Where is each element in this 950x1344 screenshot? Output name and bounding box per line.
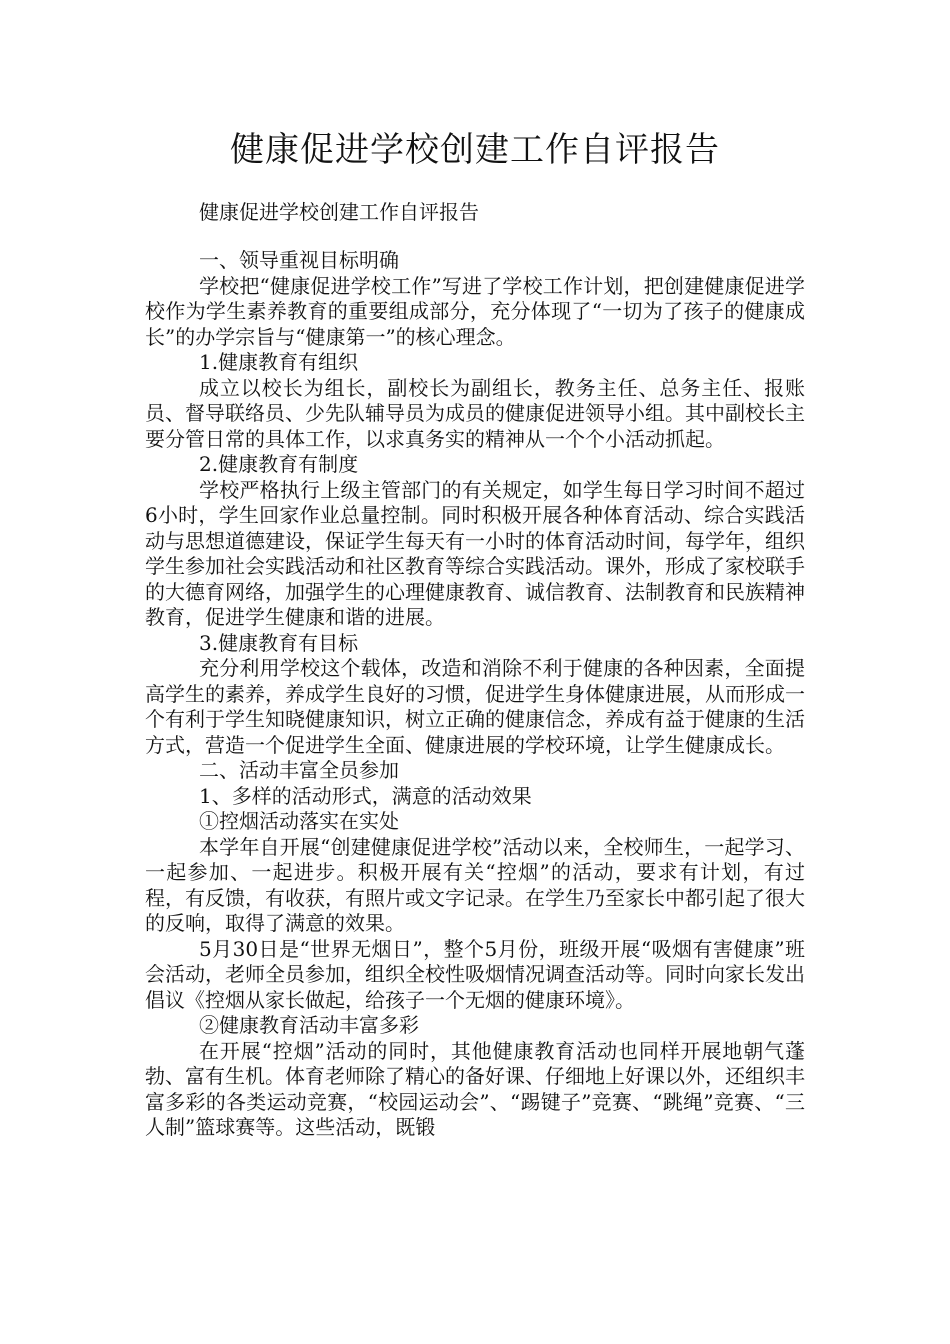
body-paragraph: 学校把“健康促进学校工作”写进了学校工作计划，把创建健康促进学校作为学生素养教育的重要组成部分，充分体现了“一切为了孩子的健康成长”的办学宗旨与“健康第一”的核心理念。 xyxy=(145,273,805,349)
subsection-heading: 2.健康教育有制度 xyxy=(199,452,359,476)
document-body xyxy=(145,248,805,1141)
body-paragraph: 5月30日是“世界无烟日”，整个5月份，班级开展“吸烟有害健康”班会活动，老师全员参加，组织全校性吸烟情况调查活动等。同时向家长发出倡议《控烟从家长做起，给孩子一个无烟的健康环境》。 xyxy=(145,936,805,1012)
section-heading-1: 一、领导重视目标明确 xyxy=(199,248,399,272)
body-paragraph: 在开展“控烟”活动的同时，其他健康教育活动也同样开展地朝气蓬勃、富有生机。体育老师除了精心的备好课、仔细地上好课以外，还组织丰富多彩的各类运动竞赛，“校园运动会”、“踢键子”竞赛、“跳绳”竞赛、“三人制”篮球赛等。这些活动，既锻 xyxy=(145,1038,805,1139)
subsection-heading: 1.健康教育有组织 xyxy=(199,350,359,374)
body-paragraph: 本学年自开展“创建健康促进学校”活动以来，全校师生，一起学习、一起参加、一起进步。积极开展有关“控烟”的活动，要求有计划，有过程，有反馈，有收获，有照片或文字记录。在学生乃至家长中都引起了很大的反响，取得了满意的效果。 xyxy=(145,834,805,935)
body-paragraph: 成立以校长为组长，副校长为副组长，教务主任、总务主任、报账员、督导联络员、少先队辅导员为成员的健康促进领导小组。其中副校长主要分管日常的具体工作，以求真务实的精神从一个个小活动抓起。 xyxy=(145,375,805,451)
document-subtitle: 健康促进学校创建工作自评报告 xyxy=(199,200,479,224)
subsection-heading: ②健康教育活动丰富多彩 xyxy=(199,1013,419,1037)
subsection-heading: ①控烟活动落实在实处 xyxy=(199,809,399,833)
body-paragraph: 学校严格执行上级主管部门的有关规定，如学生每日学习时间不超过6小时，学生回家作业总量控制。同时积极开展各种体育活动、综合实践活动与思想道德建设，保证学生每天有一小时的体育活动时间，每学年，组织学生参加社会实践活动和社区教育等综合实践活动。课外，形成了家校联手的大德育网络，加强学生的心理健康教育、诚信教育、法制教育和民族精神教育，促进学生健康和谐的进展。 xyxy=(145,477,805,629)
subsection-heading: 1、多样的活动形式，满意的活动效果 xyxy=(199,783,532,808)
body-paragraph: 充分利用学校这个载体，改造和消除不利于健康的各种因素，全面提高学生的素养，养成学生良好的习惯，促进学生身体健康进展，从而形成一个有利于学生知晓健康知识，树立正确的健康信念，养成有益于健康的生活方式，营造一个促进学生全面、健康进展的学校环境，让学生健康成长。 xyxy=(145,656,805,757)
subsection-heading: 3.健康教育有目标 xyxy=(199,630,359,655)
document-title: 健康促进学校创建工作自评报告 xyxy=(230,130,720,170)
section-heading-2: 二、活动丰富全员参加 xyxy=(199,758,399,782)
